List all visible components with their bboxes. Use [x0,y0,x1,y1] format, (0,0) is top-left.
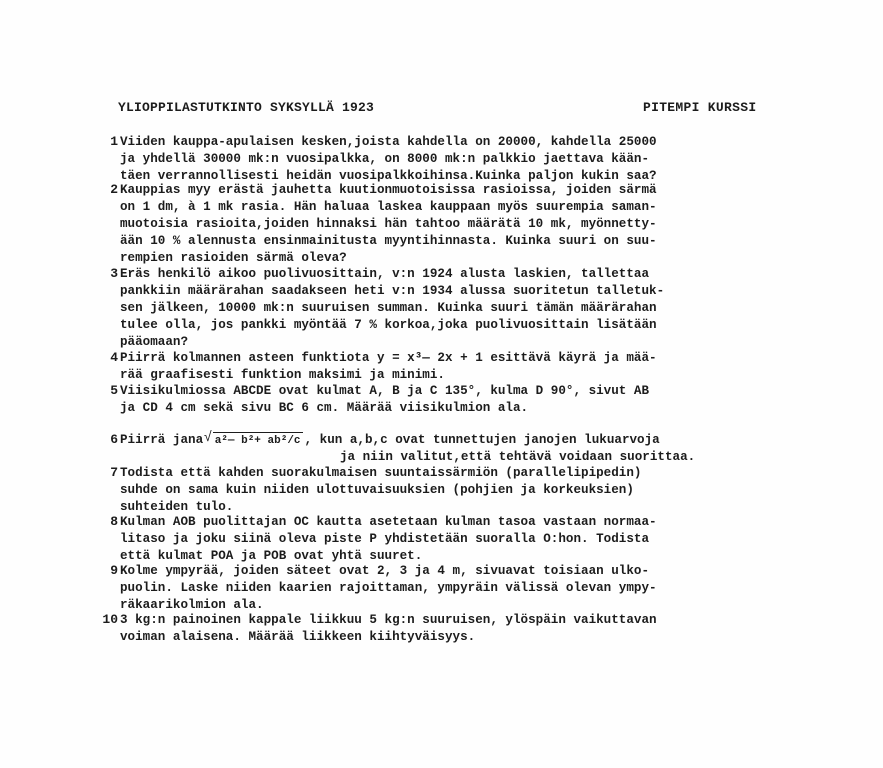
problem-text-line: räkaarikolmion ala. [120,598,264,612]
problem-text-line: että kulmat POA ja POB ovat yhtä suuret. [120,549,423,563]
problem-text-line: rempien rasioiden särmä oleva? [120,251,347,265]
problem-text-line: rää graafisesti funktion maksimi ja minimi. [120,368,445,382]
problem-text-line: täen verrannollisesti heidän vuosipalkkoihinsa.Kuinka paljon kukin saa? [120,169,657,183]
problem-text-line: puolin. Laske niiden kaarien rajoittaman, ympyräin välissä olevan ympy- [120,581,657,595]
radical-sign-icon: √ [203,430,213,446]
problem-number: 1 [110,134,118,149]
problem-number: 5 [110,383,118,398]
problem-text-line: on 1 dm, à 1 mk rasia. Hän haluaa laskea kauppaan myös suurempia saman- [120,200,657,214]
problem-text-line: Kauppias myy erästä jauhetta kuutionmuotoisissa rasioissa, joiden särmä [120,183,657,197]
problem-text-line: tulee olla, jos pankki myöntää 7 % korkoa,joka puolivuosittain lisätään [120,318,657,332]
problem-6-text-end: , kun a,b,c ovat tunnettujen janojen lukuarvoja [304,433,660,447]
problem-text-line: Viiden kauppa-apulaisen kesken,joista kahdella on 20000, kahdella 25000 [120,135,657,149]
problem-text-line: Kulman AOB puolittajan OC kautta asetetaan kulman tasoa vastaan normaa- [120,515,657,529]
problem-number: 6 [110,432,118,447]
problem-text-line: pankkiin määrärahan saadakseen heti v:n 1934 alussa suoritetun talletuk- [120,284,665,298]
problem-number: 4 [110,350,118,365]
problem-text-line: pääomaan? [120,335,189,349]
problem-number: 8 [110,514,118,529]
problem-text-line: Viisikulmiossa ABCDE ovat kulmat A, B ja C 135°, kulma D 90°, sivut AB [120,384,650,398]
problem-text-line: muotoisia rasioita,joiden hinnaksi hän tahtoo määrätä 10 mk, myönnetty- [120,217,657,231]
problem-number: 2 [110,182,118,197]
problem-text-line: litaso ja joku siinä oleva piste P yhdistetään suoralla O:hon. Todista [120,532,650,546]
problem-number: 10 [102,612,118,627]
problem-number: 3 [110,266,118,281]
problem-text-line: ja CD 4 cm sekä sivu BC 6 cm. Määrää viisikulmion ala. [120,401,529,415]
problem-text-line: ja niin valitut,että tehtävä voidaan suorittaa. [340,450,696,464]
problem-text-line: Eräs henkilö aikoo puolivuosittain, v:n 1924 alusta laskien, tallettaa [120,267,650,281]
exam-title: YLIOPPILASTUTKINTO SYKSYLLÄ 1923 [118,100,375,115]
problem-text-line [120,432,660,450]
problem-text-line: sen jälkeen, 10000 mk:n suuruisen summan. Kuinka suuri tämän määrärahan [120,301,657,315]
problem-text-line: voiman alaisena. Määrää liikkeen kiihtyväisyys. [120,630,476,644]
square-root-formula [203,430,303,450]
problem-number: 9 [110,563,118,578]
problem-text-line: ään 10 % alennusta ensinmainitusta myyntihinnasta. Kuinka suuri on suu- [120,234,657,248]
problem-text-line: Kolme ympyrää, joiden säteet ovat 2, 3 ja 4 m, sivuavat toisiaan ulko- [120,564,650,578]
problem-text-line: Todista että kahden suorakulmaisen suuntaissärmiön (parallelipipedin) [120,466,642,480]
formula-radicand: a²— b²+ ab²/c [214,435,301,447]
problem-text-line: suhteiden tulo. [120,500,234,514]
problem-text-line: 3 kg:n painoinen kappale liikkuu 5 kg:n suuruisen, ylöspäin vaikuttavan [120,613,657,627]
problem-text-line: ja yhdellä 30000 mk:n vuosipalkka, on 8000 mk:n palkkio jaettava kään- [120,152,650,166]
problem-text-line: Piirrä kolmannen asteen funktiota y = x³— 2x + 1 esittävä käyrä ja mää- [120,351,657,365]
problem-number: 7 [110,465,118,480]
problem-6-text-start: Piirrä jana [120,433,204,447]
course-level: PITEMPI KURSSI [643,100,757,115]
problem-text-line: suhde on sama kuin niiden ulottuvaisuuksien (pohjien ja korkeuksien) [120,483,634,497]
